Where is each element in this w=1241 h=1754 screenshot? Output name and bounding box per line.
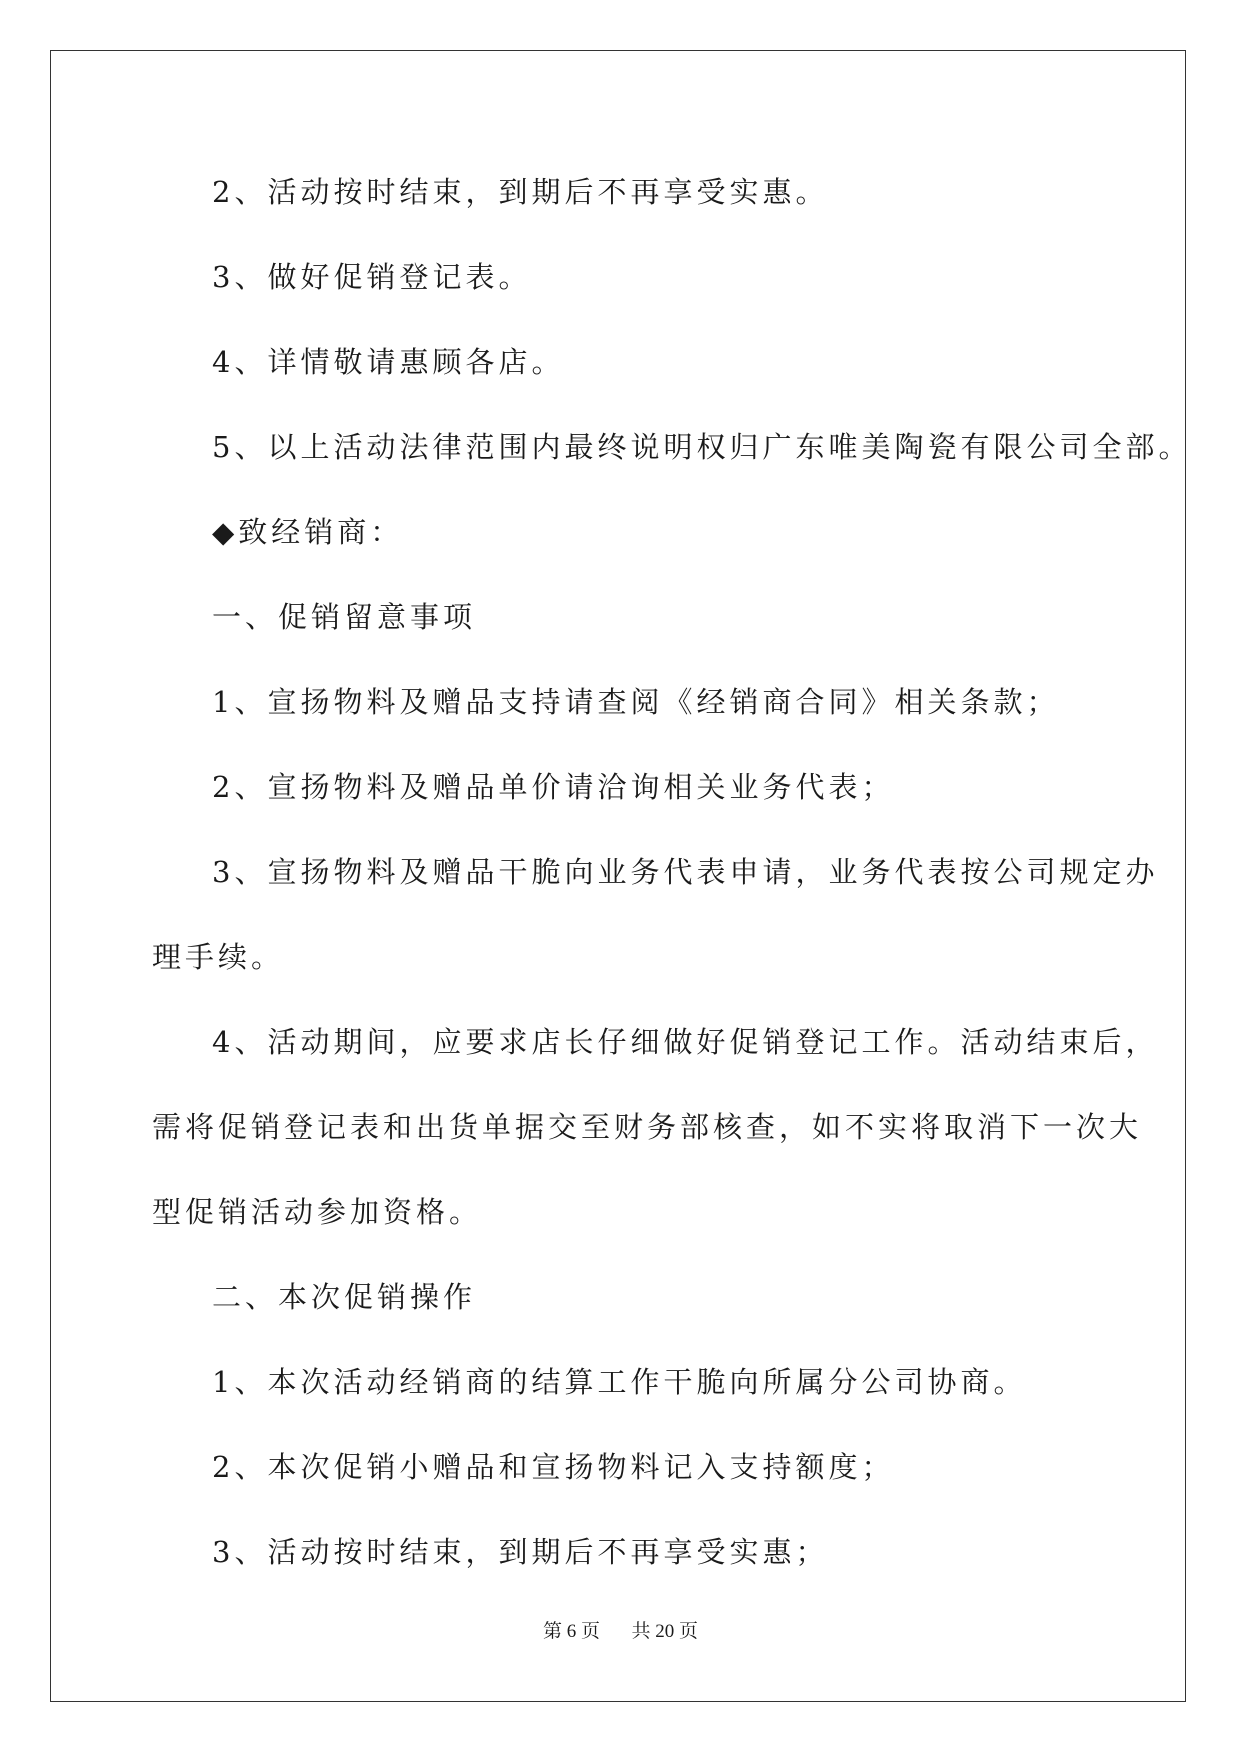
paragraph-line: 2、宣扬物料及赠品单价请洽询相关业务代表； — [212, 770, 895, 804]
paragraph-line: 1、本次活动经销商的结算工作干脆向所属分公司协商。 — [212, 1365, 1027, 1399]
page-number: 第 6 页 — [542, 1621, 600, 1642]
paragraph-line: 2、活动按时结束，到期后不再享受实惠。 — [212, 175, 829, 209]
paragraph-line: 一、促销留意事项 — [212, 600, 477, 634]
paragraph-line: 型促销活动参加资格。 — [152, 1195, 483, 1229]
paragraph-line: 3、活动按时结束，到期后不再享受实惠； — [212, 1535, 829, 1569]
paragraph-line: 二、本次促销操作 — [212, 1280, 477, 1314]
paragraph-line: 需将促销登记表和出货单据交至财务部核查，如不实将取消下一次大 — [152, 1110, 1143, 1144]
document-body — [152, 150, 1192, 1595]
page-total: 共 20 页 — [631, 1621, 699, 1642]
paragraph-line: 1、宣扬物料及赠品支持请查阅《经销商合同》相关条款； — [212, 685, 1060, 719]
paragraph-line: ◆致经销商： — [212, 515, 404, 549]
paragraph-line: 4、详情敬请惠顾各店。 — [212, 345, 565, 379]
paragraph-line: 4、活动期间，应要求店长仔细做好促销登记工作。活动结束后， — [212, 1025, 1159, 1059]
paragraph-line: 2、本次促销小赠品和宣扬物料记入支持额度； — [212, 1450, 895, 1484]
paragraph-line: 理手续。 — [152, 940, 285, 974]
paragraph-line: 3、宣扬物料及赠品干脆向业务代表申请，业务代表按公司规定办 — [212, 855, 1159, 889]
paragraph-line: 3、做好促销登记表。 — [212, 260, 532, 294]
page-footer — [0, 1616, 1241, 1643]
paragraph-line: 5、以上活动法律范围内最终说明权归广东唯美陶瓷有限公司全部。 — [212, 430, 1192, 464]
